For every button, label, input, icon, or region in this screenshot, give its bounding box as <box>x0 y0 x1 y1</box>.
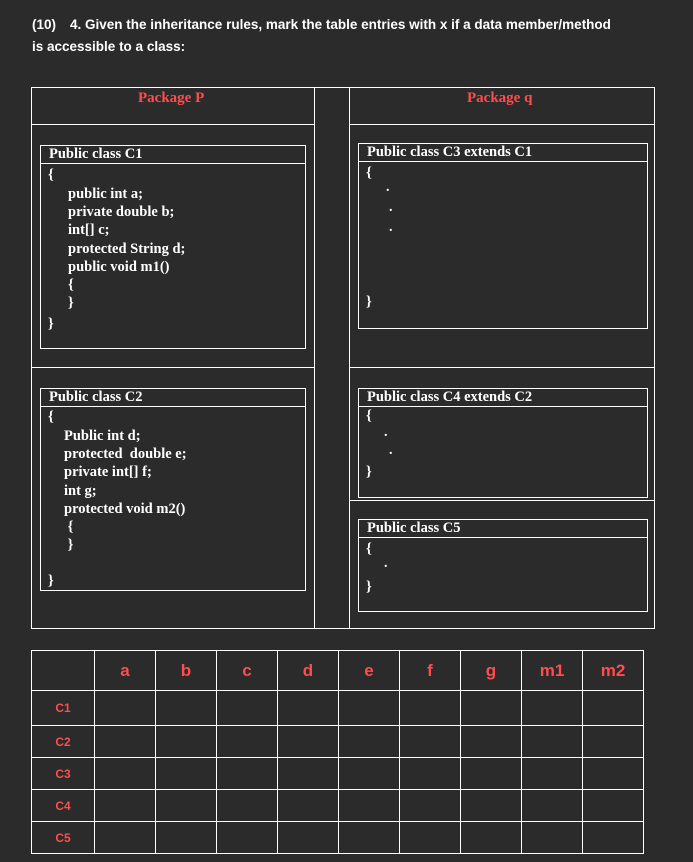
table-row <box>32 691 644 726</box>
class-c1-close-brace: } <box>48 316 54 332</box>
table-cell[interactable] <box>156 691 217 726</box>
class-c3-header: Public class C3 extends C1 <box>359 144 647 162</box>
table-cell[interactable] <box>156 758 217 790</box>
column-header: m1 <box>522 651 583 691</box>
package-q-title: Package q <box>467 90 533 106</box>
table-corner-cell <box>32 651 95 691</box>
class-c2-open-brace: { <box>48 409 54 425</box>
table-cell[interactable] <box>95 758 156 790</box>
table-row <box>32 790 644 822</box>
question-text-line2: is accessible to a class: <box>32 39 186 54</box>
class-c3-ellipsis-dot: . <box>389 220 393 235</box>
table-cell[interactable] <box>156 726 217 758</box>
class-c5-box <box>358 519 648 612</box>
class-c1-header: Public class C1 <box>41 146 305 164</box>
class-c2-body: Public int d; protected double e; private int[] f; int g; protected void m2() { } <box>64 428 187 554</box>
table-header-row <box>32 651 644 691</box>
table-cell[interactable] <box>278 691 339 726</box>
table-cell[interactable] <box>583 822 644 854</box>
package-p-title: Package P <box>138 90 205 106</box>
column-header: d <box>278 651 339 691</box>
package-p-row-divider <box>31 367 315 368</box>
row-header: C5 <box>32 822 95 854</box>
table-cell[interactable] <box>156 790 217 822</box>
table-cell[interactable] <box>583 726 644 758</box>
table-row <box>32 726 644 758</box>
table-cell[interactable] <box>400 758 461 790</box>
table-cell[interactable] <box>400 822 461 854</box>
table-cell[interactable] <box>339 691 400 726</box>
row-header: C4 <box>32 790 95 822</box>
table-cell[interactable] <box>583 790 644 822</box>
class-c2-close-brace: } <box>48 573 54 589</box>
table-cell[interactable] <box>278 822 339 854</box>
table-cell[interactable] <box>217 758 278 790</box>
class-c3-ellipsis-dot: . <box>389 200 393 215</box>
column-header: e <box>339 651 400 691</box>
column-header: a <box>95 651 156 691</box>
table-cell[interactable] <box>339 758 400 790</box>
table-cell[interactable] <box>278 726 339 758</box>
question-header <box>32 14 672 58</box>
table-cell[interactable] <box>95 790 156 822</box>
table-cell[interactable] <box>95 726 156 758</box>
table-cell[interactable] <box>400 726 461 758</box>
table-cell[interactable] <box>278 758 339 790</box>
table-cell[interactable] <box>461 790 522 822</box>
table-row <box>32 758 644 790</box>
class-c1-open-brace: { <box>48 167 54 183</box>
table-cell[interactable] <box>400 790 461 822</box>
question-number: (10) <box>32 17 57 32</box>
access-table <box>31 650 644 854</box>
table-cell[interactable] <box>95 822 156 854</box>
class-c2-header: Public class C2 <box>41 389 305 407</box>
package-q-row-divider <box>349 367 655 368</box>
table-cell[interactable] <box>400 691 461 726</box>
table-cell[interactable] <box>217 790 278 822</box>
column-header: f <box>400 651 461 691</box>
table-cell[interactable] <box>278 790 339 822</box>
column-header: m2 <box>583 651 644 691</box>
table-cell[interactable] <box>461 691 522 726</box>
row-header: C2 <box>32 726 95 758</box>
class-c5-header: Public class C5 <box>359 520 647 538</box>
class-c3-open-brace: { <box>366 165 372 181</box>
class-c3-close-brace: } <box>366 294 372 310</box>
class-c4-box <box>358 388 648 498</box>
column-header: g <box>461 651 522 691</box>
table-cell[interactable] <box>217 691 278 726</box>
table-cell[interactable] <box>339 726 400 758</box>
row-header: C3 <box>32 758 95 790</box>
column-header: c <box>217 651 278 691</box>
class-c4-close-brace: } <box>366 464 372 480</box>
question-text: 4. Given the inheritance rules, mark the table entries with x if a data member/method <box>70 17 611 32</box>
table-cell[interactable] <box>522 790 583 822</box>
table-cell[interactable] <box>461 758 522 790</box>
class-c5-close-brace: } <box>366 579 372 595</box>
column-header: b <box>156 651 217 691</box>
class-c1-body: public int a; private double b; int[] c; protected String d; public void m1() { } <box>68 186 186 312</box>
table-cell[interactable] <box>156 822 217 854</box>
table-cell[interactable] <box>583 758 644 790</box>
table-cell[interactable] <box>461 726 522 758</box>
class-c5-ellipsis-dot: . <box>384 556 388 571</box>
table-cell[interactable] <box>461 822 522 854</box>
table-cell[interactable] <box>217 822 278 854</box>
table-cell[interactable] <box>339 822 400 854</box>
class-c4-ellipsis-dot: . <box>389 443 393 458</box>
class-c5-open-brace: { <box>366 541 372 557</box>
package-divider-column <box>314 87 350 629</box>
table-cell[interactable] <box>522 758 583 790</box>
class-c4-header: Public class C4 extends C2 <box>359 389 647 407</box>
table-cell[interactable] <box>583 691 644 726</box>
row-header: C1 <box>32 691 95 726</box>
table-row <box>32 822 644 854</box>
table-cell[interactable] <box>339 790 400 822</box>
class-c3-ellipsis-dot: . <box>386 180 390 195</box>
table-cell[interactable] <box>217 726 278 758</box>
class-c4-ellipsis-dot: . <box>384 425 388 440</box>
table-cell[interactable] <box>522 691 583 726</box>
table-cell[interactable] <box>95 691 156 726</box>
table-cell[interactable] <box>522 726 583 758</box>
table-cell[interactable] <box>522 822 583 854</box>
package-q-row-divider-2 <box>349 500 655 501</box>
class-c3-box <box>358 143 648 329</box>
class-c4-open-brace: { <box>366 408 372 424</box>
